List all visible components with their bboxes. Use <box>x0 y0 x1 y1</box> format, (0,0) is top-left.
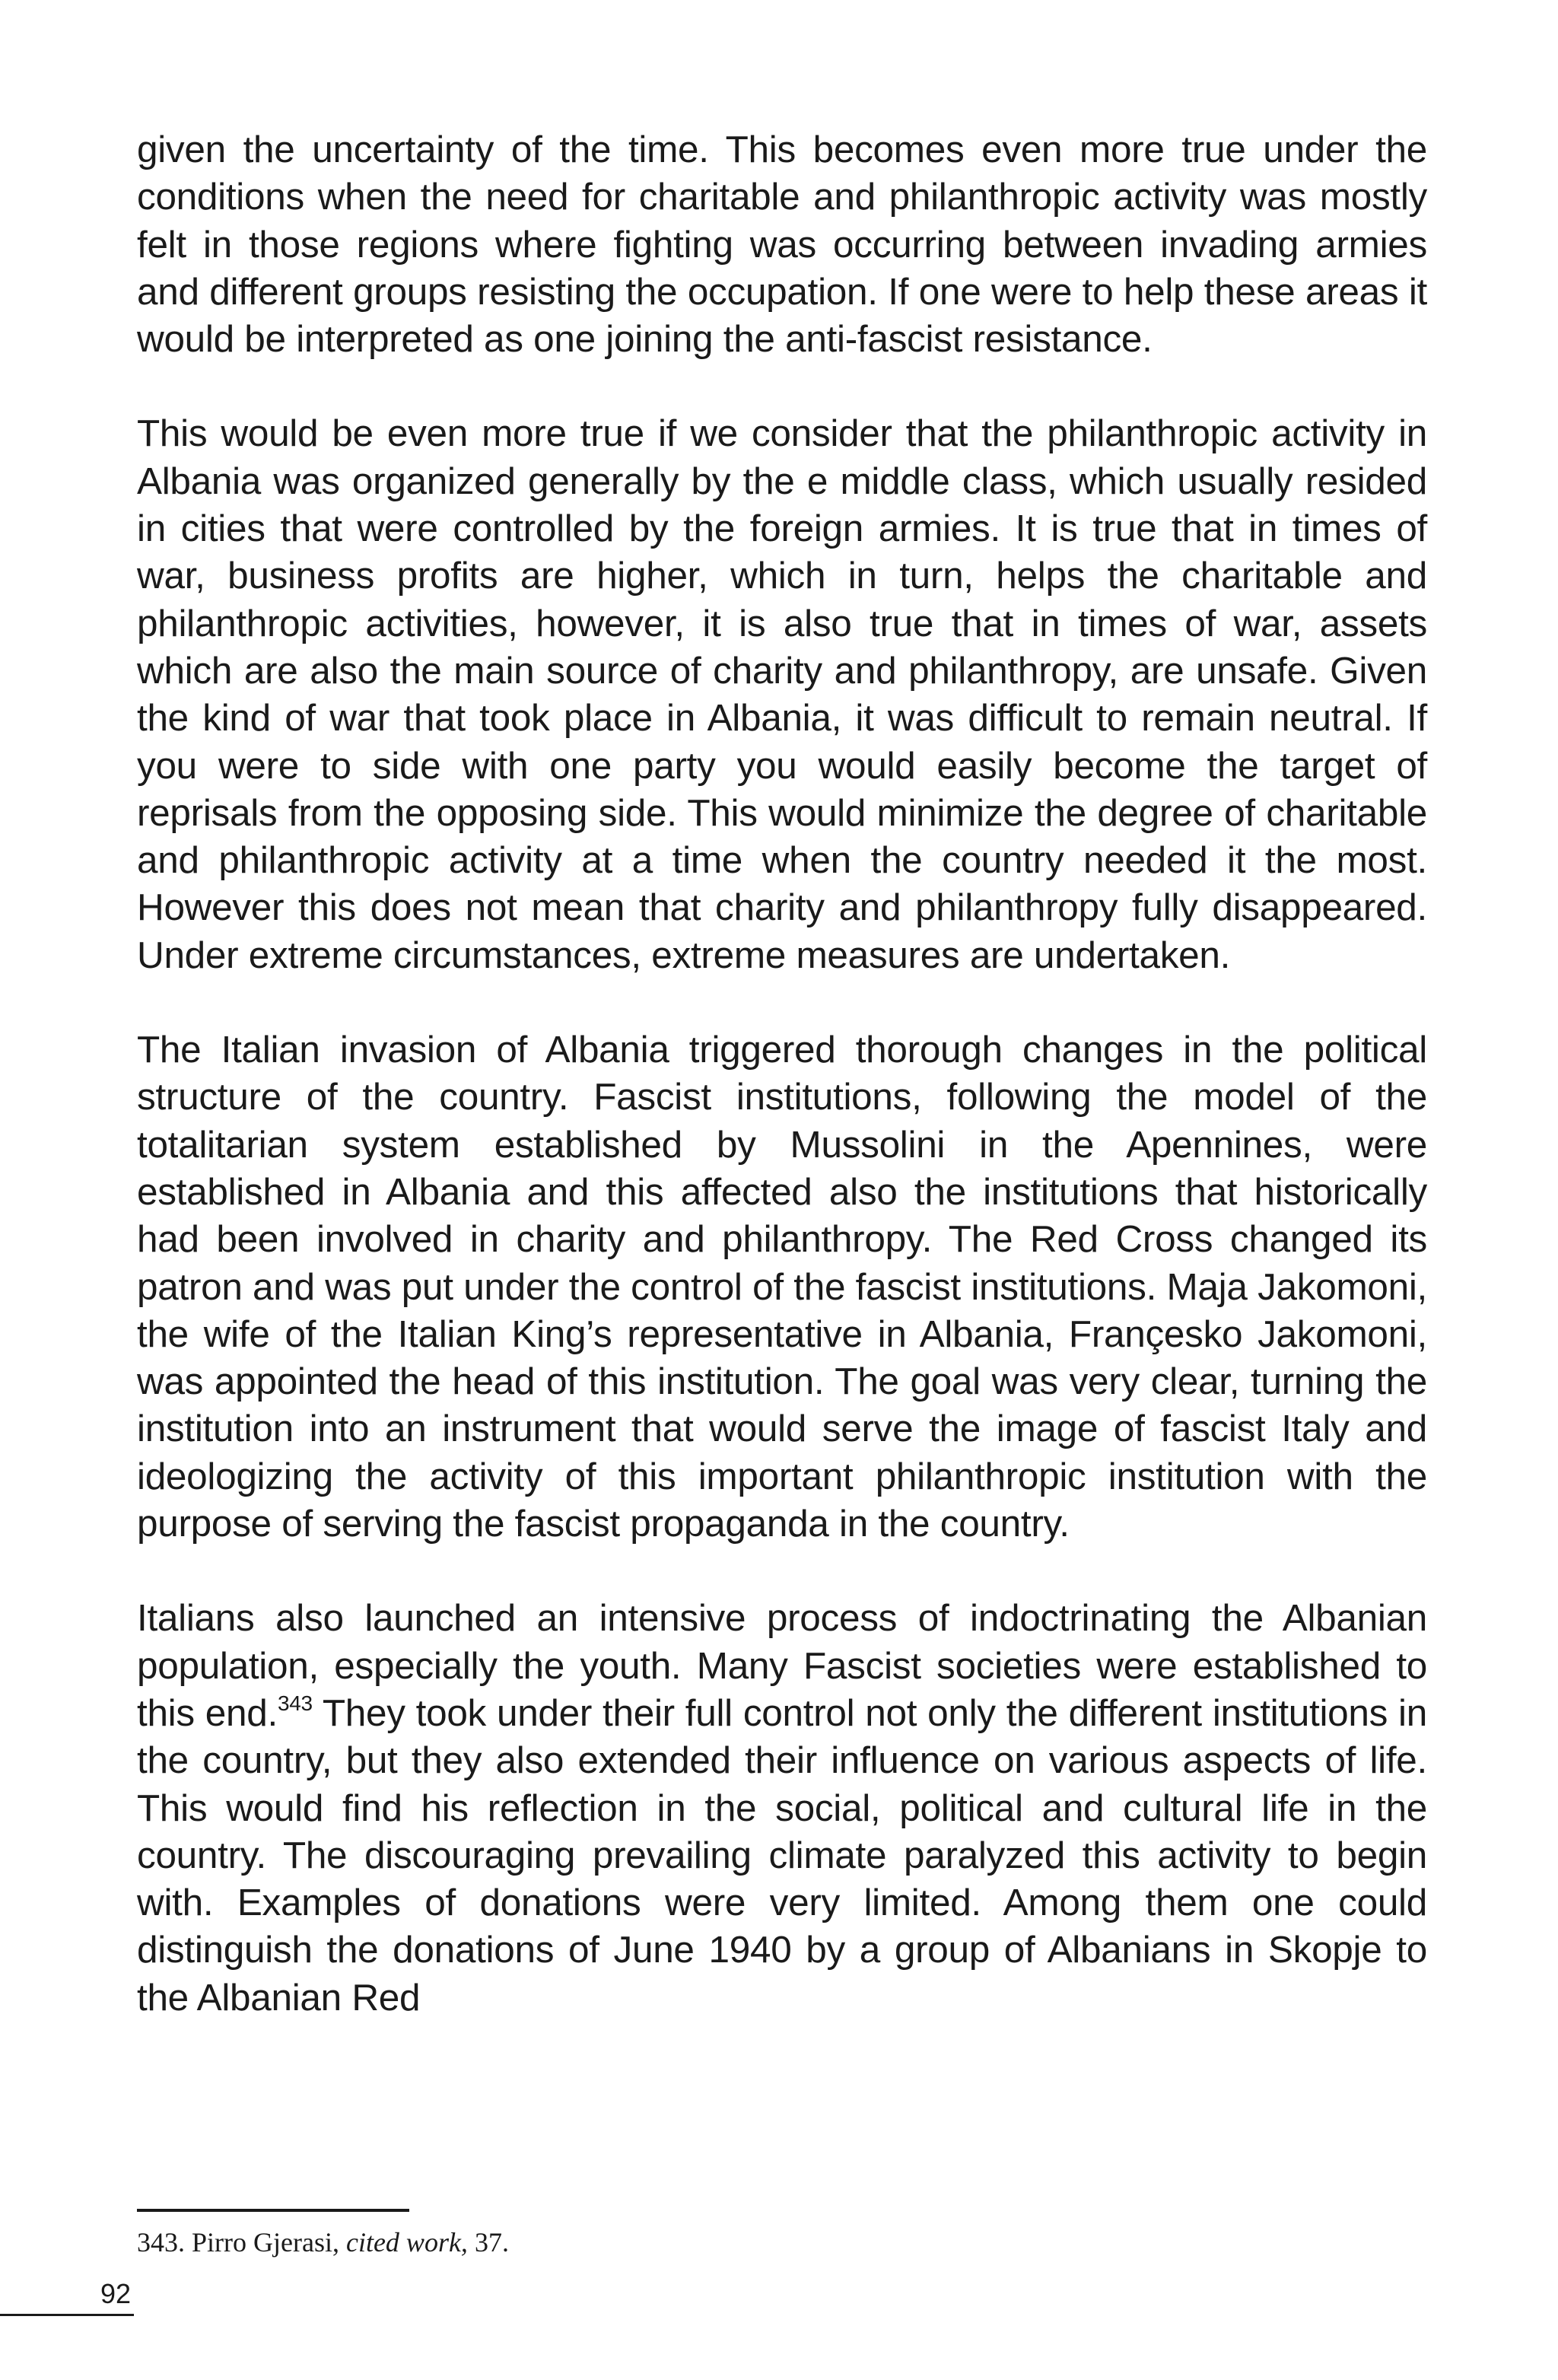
paragraph-3: The Italian invasion of Albania triggered thorough changes in the political structure of the country. Fascist institutions, following the model of the totalitarian system established by Mussolini in the Apennines, were established in Albania and this affected also the institutions that historically had been involved in charity and philanthropy. The Red Cross changed its patron and was put under the control of the fascist institutions. Maja Jakomoni, the wife of the Italian King’s representative in Albania, Françesko Jakomoni, was appointed the head of this institution. The goal was very clear, turning the institution into an instrument that would serve the image of fascist Italy and ideologizing the activity of this important philanthropic institution with the purpose of serving the fascist propaganda in the country. <box>137 1029 1427 1545</box>
body-text <box>137 126 1427 2022</box>
footnote-number: 343. <box>137 2227 185 2258</box>
page-number: 92 <box>100 2278 131 2309</box>
footnote-author: Pirro Gjerasi, <box>192 2227 339 2258</box>
footnote-title: cited work, <box>345 2227 468 2258</box>
paragraph-4-text-before-ref: Italians also launched an intensive process of indoctrinating the Albanian population, especially the youth. Many Fascist societies were established to this end. <box>137 1597 1427 1734</box>
paragraph-4-text-after-ref: They took under their full control not only the different institutions in the country, but they also extended their influence on various aspects of life. This would find his reflection in the social, political and cultural life in the country. The discouraging prevailing climate paralyzed this activity to begin with. Examples of donations were very limited. Among them one could distinguish the donations of June 1940 by a group of Albanians in Skopje to the Albanian Red <box>137 1691 1427 2019</box>
paragraph-2: This would be even more true if we consider that the philanthropic activity in Albania was organized generally by the e middle class, which usually resided in cities that were controlled by the foreign armies. It is true that in times of war, business profits are higher, which in turn, helps the charitable and philanthropic activities, however, it is also true that in times of war, assets which are also the main source of charity and philanthropy, are unsafe. Given the kind of war that took place in Albania, it was difficult to remain neutral. If you were to side with one party you would easily become the target of reprisals from the opposing side. This would minimize the degree of charitable and philanthropic activity at a time when the country needed it the most. However this does not mean that charity and philanthropy fully disappeared. Under extreme circumstances, extreme measures are undertaken. <box>137 412 1427 976</box>
footnote-separator <box>137 2209 409 2212</box>
footnote-page: 37. <box>474 2227 509 2258</box>
footnote-reference[interactable]: 343 <box>277 1691 313 1716</box>
footnote-343 <box>137 2226 509 2259</box>
page-number-rule <box>0 2314 134 2316</box>
paragraph-1: given the uncertainty of the time. This becomes even more true under the conditions when the need for charitable and philanthropic activity was mostly felt in those regions where fighting was occurring between invading armies and different groups resisting the occupation. If one were to help these areas it would be interpreted as one joining the anti-fascist resistance. <box>137 129 1427 361</box>
paragraph-4 <box>137 1595 1427 2022</box>
